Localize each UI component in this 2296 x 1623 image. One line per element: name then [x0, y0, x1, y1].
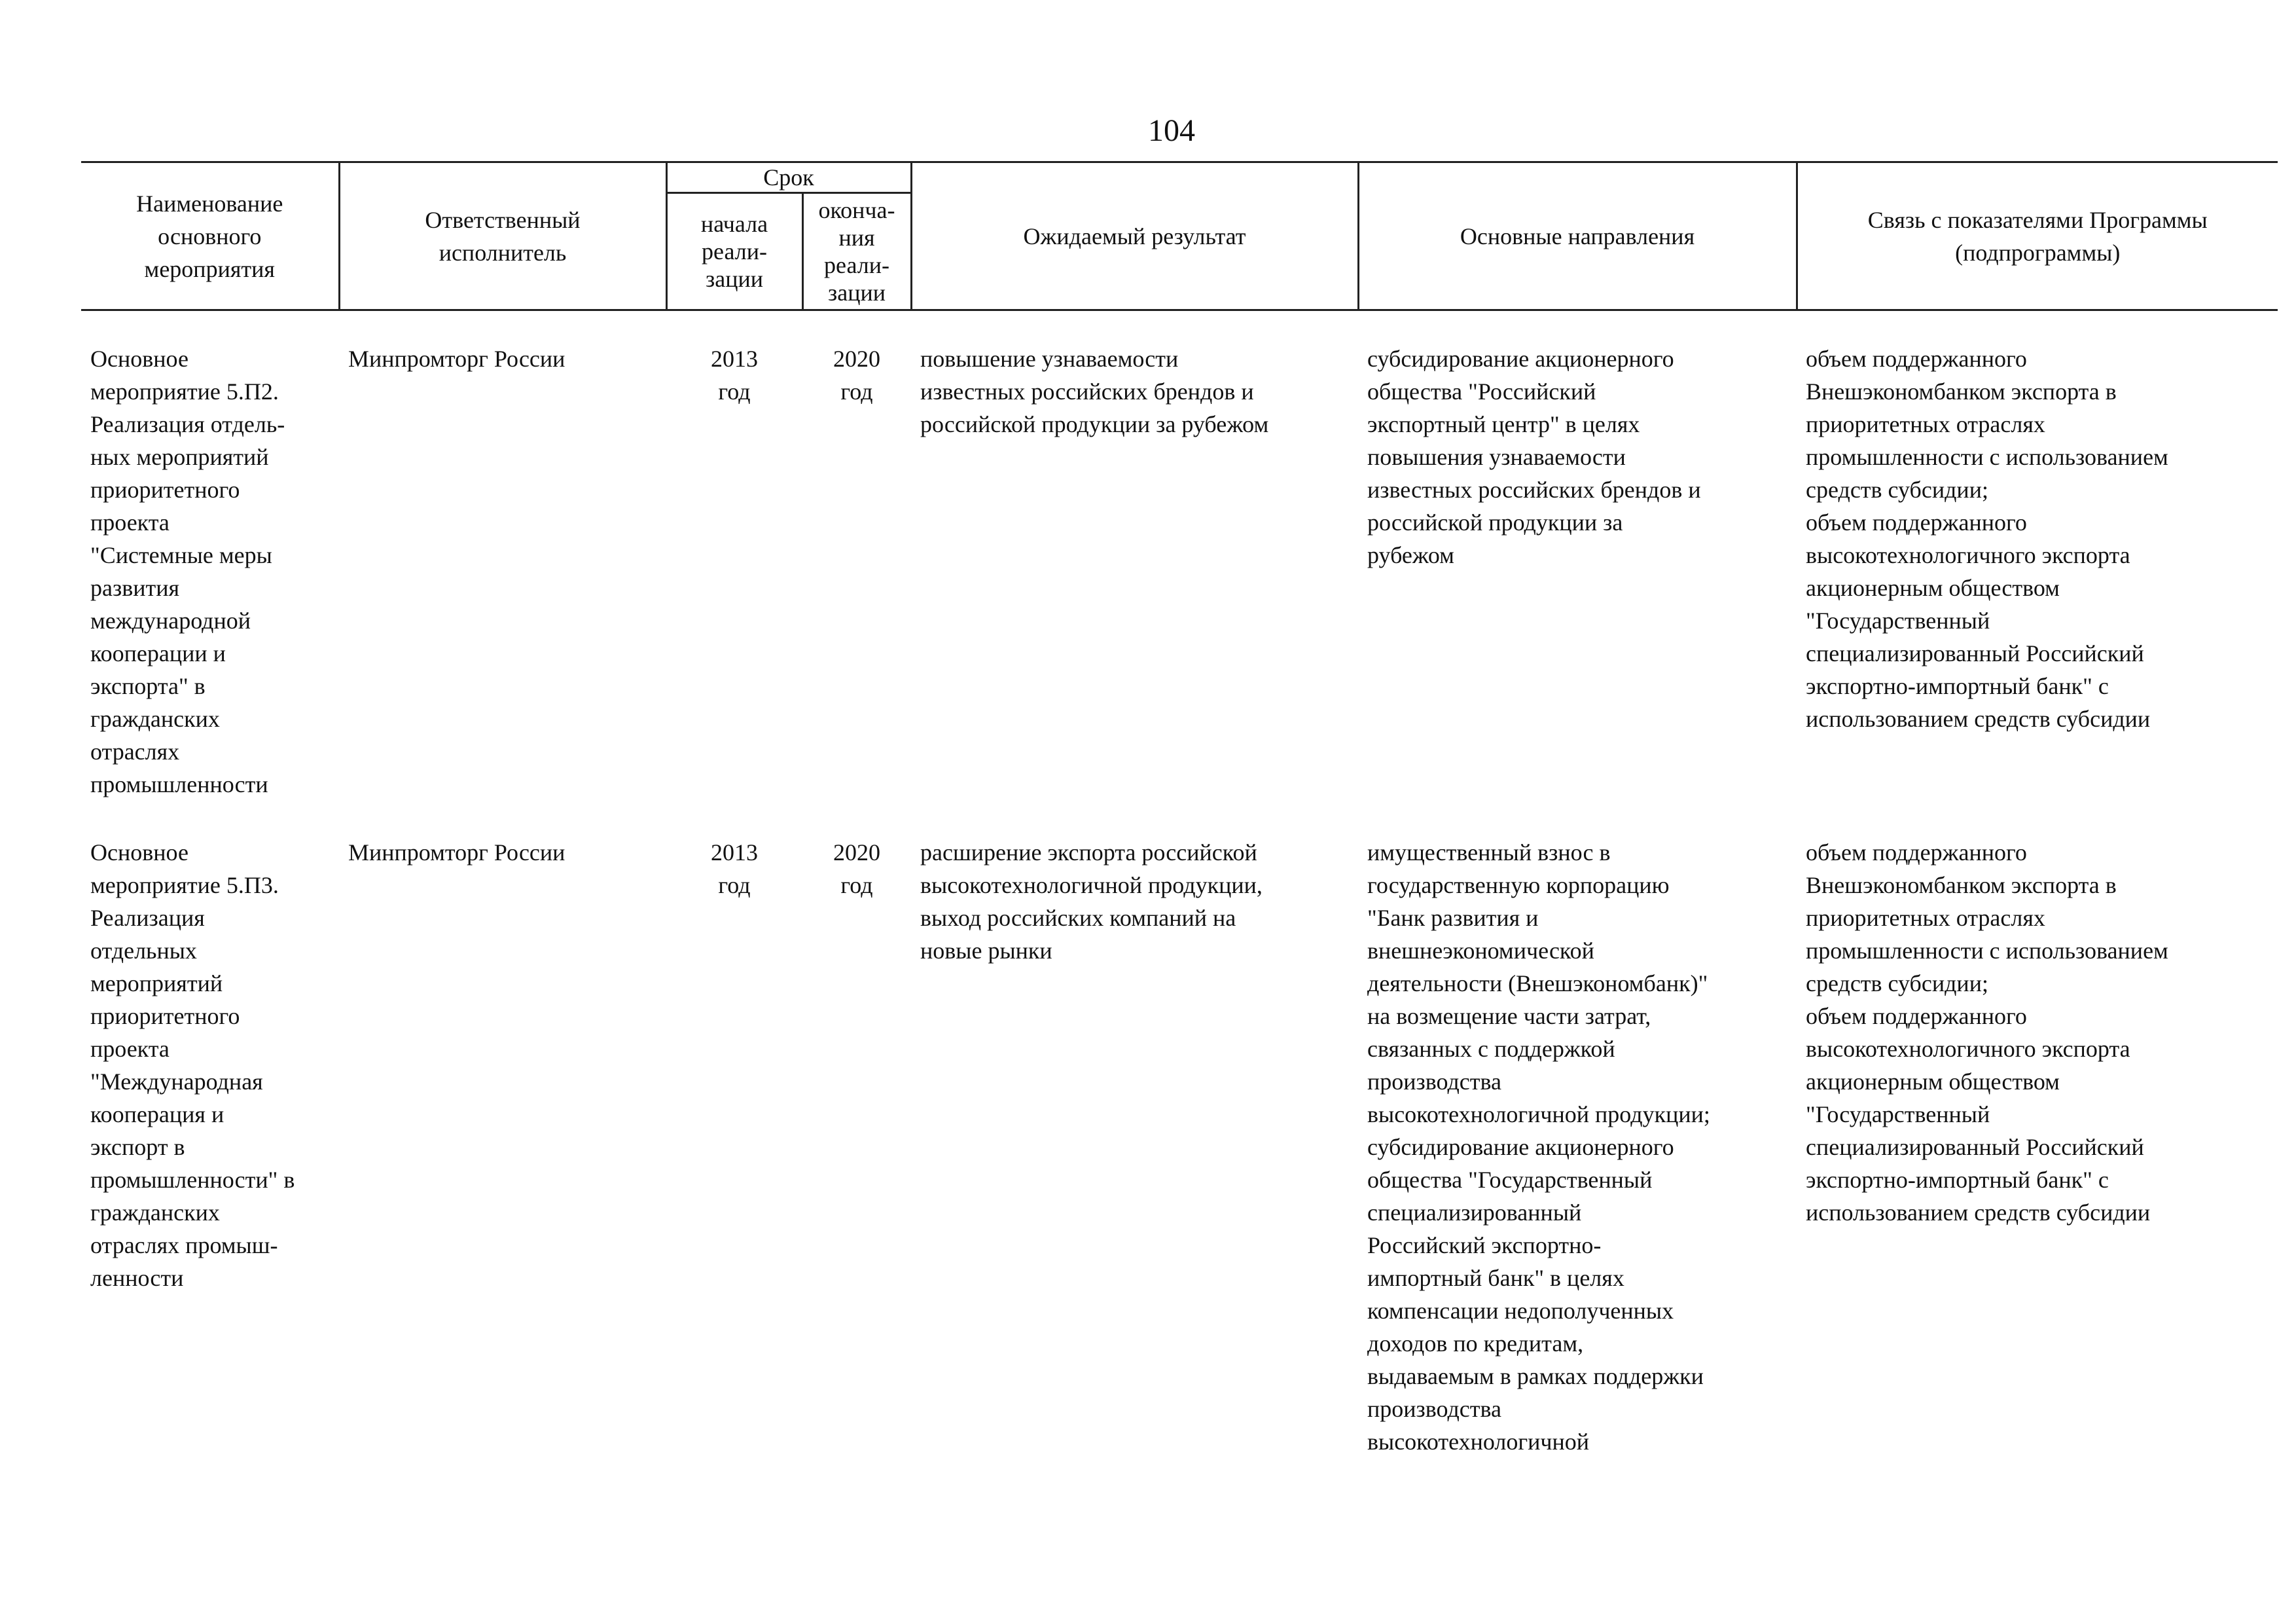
cell-main-directions: имущественный взнос в государственную корпорацию "Банк развития и внешнеэкономической деятельности (Внешэкономбанк)" на возмещение части затрат, связанных с поддержкой производства высокотехнологичной продукции; субсидирование акционерного общества "Государственный специализированный Российский экспортно- импортный банк" в целях компенсации недополученных доходов по кредитам, выдаваемым в рамках поддержки производства высокотехнологичной [1367, 839, 1710, 1455]
header-term: Срок [666, 162, 911, 193]
header-expected-result: Ожидаемый результат [911, 162, 1358, 310]
cell-end: 2020 год [833, 839, 880, 898]
cell-main-directions: субсидирование акционерного общества "Российский экспортный центр" в целях повышения узнаваемости известных российских брендов и российской продукции за рубежом [1367, 346, 1701, 568]
cell-expected-result: повышение узнаваемости известных российских брендов и российской продукции за рубежом [920, 346, 1269, 437]
cell-responsible: Минпромторг России [348, 839, 565, 866]
header-main-directions: Основные направления [1358, 162, 1797, 310]
table-row [81, 836, 2278, 1493]
table-body [81, 310, 2278, 1494]
program-measures-table [81, 161, 2278, 1493]
cell-name: Основное мероприятие 5.П3. Реализация отдельных мероприятий приоритетного проекта "Международная кооперация и экспорт в промышленности" в гражданских отраслях промыш- ленности [90, 839, 295, 1291]
header-name: Наименование основного мероприятия [81, 162, 339, 310]
cell-link-indicators: объем поддержанного Внешэкономбанком экспорта в приоритетных отраслях промышленности с использованием средств субсидии; объем поддержанного высокотехнологичного экспорта акционерным обществом "Государственный специализированный Российский экспортно-импортный банк" с использованием средств субсидии [1806, 839, 2168, 1226]
cell-end: 2020 год [833, 346, 880, 405]
header-term-end: оконча- ния реали- зации [802, 193, 911, 310]
cell-start: 2013 год [711, 346, 758, 405]
spacer [81, 310, 2278, 343]
cell-responsible: Минпромторг России [348, 346, 565, 372]
header-link-indicators: Связь с показателями Программы (подпрограммы) [1797, 162, 2278, 310]
cell-name: Основное мероприятие 5.П2. Реализация отдель- ных мероприятий приоритетного проекта "Системные меры развития международной кооперации и экспорта" в гражданских отраслях промышленности [90, 346, 285, 797]
page-number: 104 [1148, 113, 1195, 148]
cell-expected-result: расширение экспорта российской высокотехнологичной продукции, выход российских компаний на новые рынки [920, 839, 1263, 964]
header-term-start: начала реали- зации [666, 193, 802, 310]
table-header [81, 162, 2278, 310]
header-responsible: Ответственный исполнитель [339, 162, 666, 310]
cell-link-indicators: объем поддержанного Внешэкономбанком экспорта в приоритетных отраслях промышленности с использованием средств субсидии; объем поддержанного высокотехнологичного экспорта акционерным обществом "Государственный специализированный Российский экспортно-импортный банк" с использованием средств субсидии [1806, 346, 2168, 732]
cell-start: 2013 год [711, 839, 758, 898]
table-row [81, 342, 2278, 836]
